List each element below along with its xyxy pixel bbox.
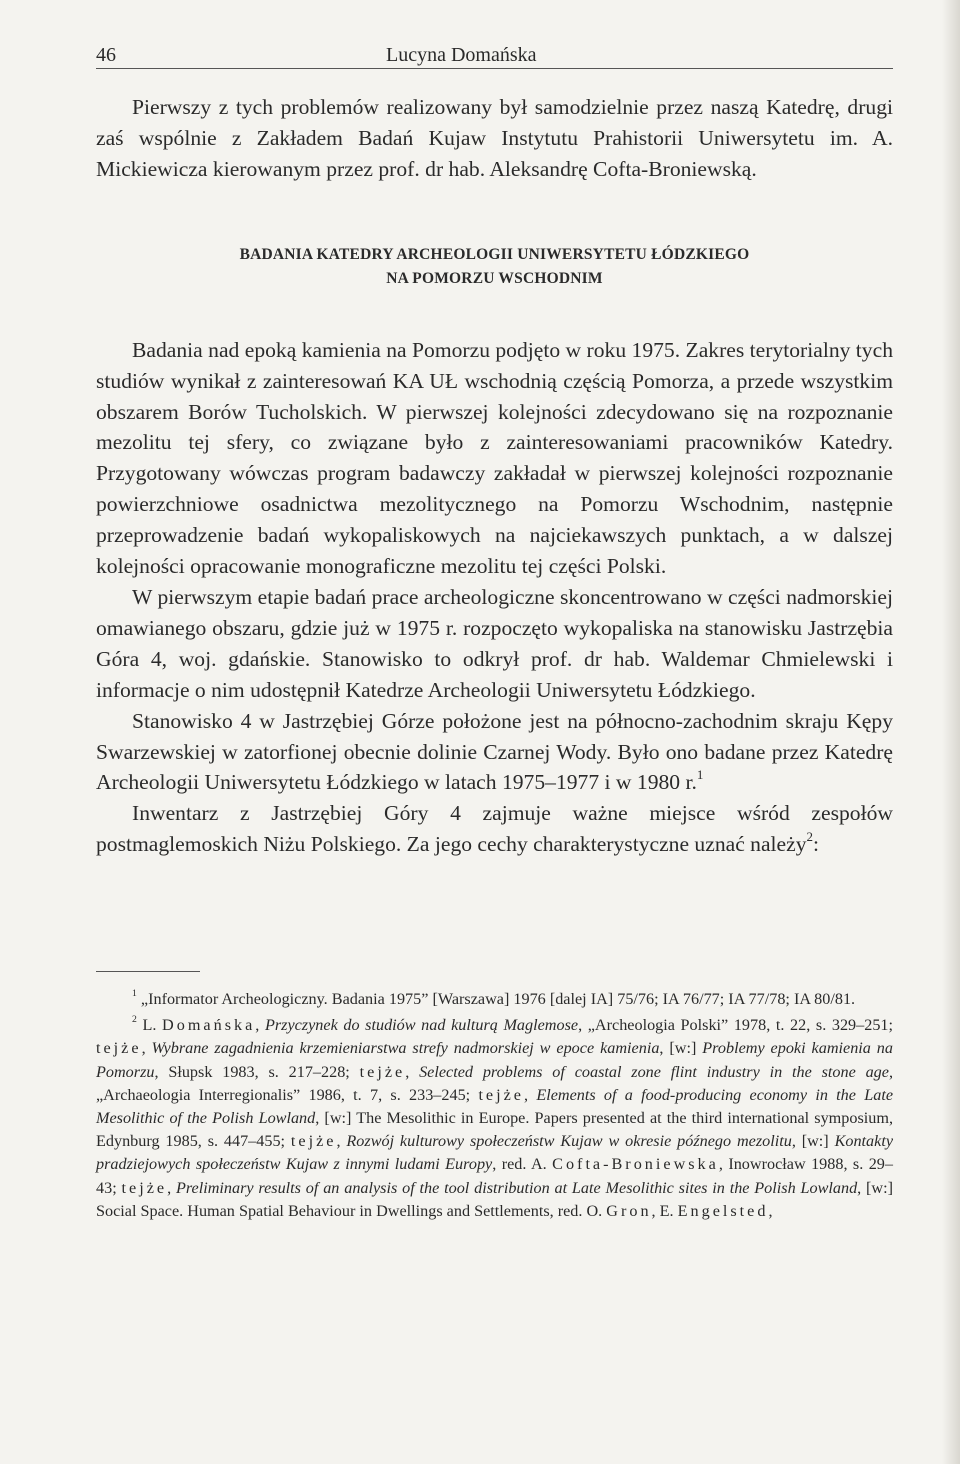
fn2-title-1: Przyczynek do studiów nad kulturą Maglemose bbox=[264, 1016, 579, 1035]
fn2-editor: Cofta-Broniewska bbox=[552, 1155, 719, 1174]
fn2-text-2: , bbox=[141, 1039, 152, 1058]
paragraph-4-text: Inwentarz z Jastrzębiej Góry 4 zajmuje ważne miejsce wśród zespołów postmaglemoskich Niżu Polskiego. Za jego cechy charakterystyczne uznać należy bbox=[96, 801, 893, 857]
paragraph-1: Badania nad epoką kamienia na Pomorzu podjęto w roku 1975. Zakres terytorialny tych studiów wynikał z zainteresowań KA UŁ wschodnią częścią Pomorza, a przede wszystkim obszarem Borów Tucholskich. W pierwszej kolejności zdecydowano się na rozpoznanie mezolitu tej sfery, co związane było z zainteresowaniami pracowników Katedry. Przygotowany wówczas program badawczy zakładał w pierwszej kolejności rozpoznanie powierzchniowe osadnictwa mezolitycznego na Pomorzu Wschodnim, następnie przeprowadzenie badań wykopaliskowych na najciekawszych punktach, a w dalszej kolejności opracowanie monograficzne mezolitu tej części Polski. bbox=[96, 337, 893, 579]
paragraph-2: W pierwszym etapie badań prace archeologiczne skoncentrowano w części nadmorskiej omawianego obszaru, gdzie już w 1975 r. rozpoczęto wykopaliska na stanowisku Jastrzębia Góra 4, woj. gdańskie. Stanowisko to odkrył prof. dr hab. Waldemar Chmielewski i informacje o nim udostępnił Katedrze Archeologii Uniwersytetu Łódzkiego. bbox=[96, 584, 893, 702]
section-heading-line-2: NA POMORZU WSCHODNIM bbox=[386, 269, 603, 287]
paragraph-3-text: Stanowisko 4 w Jastrzębiej Górze położone jest na północno-zachodnim skraju Kępy Swarzewskiej w zatorfionej obecnie dolinie Czarnej Wody. Było ono badane przez Katedrę Archeologii Uniwersytetu Łódzkiego w latach 1975–1977 i w 1980 r. bbox=[96, 708, 893, 795]
main-text bbox=[96, 92, 893, 860]
fn2-editor-2: Gron bbox=[606, 1201, 652, 1220]
footnote-2: $^2$ L. Domańska, Przyczynek do studiów nad kulturą Maglemose, „Archeologia Polski” 1978, t. 22, s. 329–251; tejże, Wybrane zagadnienia krzemieniarstwa strefy nadmorskiej w epoce kamienia, [w:] Problemy epoki kamienia na Pomorzu, Słupsk 1983, s. 217–228; tejże, Selected problems of coastal zone flint industry in the stone age, „Archaeologia Interregionalis” 1986, t. 7, s. 233–245; tejże, Elements of a food-producing economy in the Late Mesolithic of the Polish Lowland, [w:] The Mesolithic in Europe. Papers presented at the third international symposium, Edynburg 1985, s. 447–455; tejże, Rozwój kulturowy społeczeństw Kujaw w okresie późnego mezolitu, [w:] Kontakty pradziejowych społeczeństw Kujaw z innymi ludami Europy, red. A. Cofta-Broniewska, Inowrocław 1988, s. 29–43; tejże, Preliminary results of an analysis of the tool distribution at Late Mesolithic sites in the Polish Lowland, [w:] Social Space. Human Spatial Behaviour in Dwellings and Settlements, red. O. Gron, E. Engelsted, bbox=[96, 1013, 894, 1220]
fn2-title-2: Wybrane zagadnienia krzemieniarstwa strefy nadmorskiej w epoce kamienia bbox=[151, 1039, 660, 1058]
fn2-text-12: , bbox=[768, 1201, 773, 1220]
page-number: 46 bbox=[96, 44, 116, 66]
fn2-text-10: , [w:] Social Space. Human Spatial Behaviour in Dwellings and Settlements, red. O. bbox=[96, 1178, 894, 1220]
fn2-author-initial: L. bbox=[142, 1016, 157, 1035]
running-title: Lucyna Domańska bbox=[386, 44, 537, 66]
fn2-tejze-4: tejże bbox=[290, 1132, 337, 1151]
footnote-ref-2[interactable]: 2 bbox=[806, 829, 814, 845]
footnote-divider bbox=[96, 971, 200, 972]
footnote-1 bbox=[96, 988, 893, 1011]
section-heading bbox=[96, 243, 893, 291]
footnote-2-mark: 2 bbox=[132, 1013, 137, 1025]
fn2-title-8: Preliminary results of an analysis of the tool distribution at Late Mesolithic sites in the Polish Lowland bbox=[175, 1178, 858, 1197]
section-heading-line-1: BADANIA KATEDRY ARCHEOLOGII UNIWERSYTETU ŁÓDZKIEGO bbox=[239, 245, 750, 263]
fn2-title-6: Rozwój kulturowy społeczeństw Kujaw w okresie późnego mezolitu bbox=[346, 1132, 792, 1151]
paragraph-3 bbox=[96, 706, 893, 799]
fn2-title-4: Selected problems of coastal zone flint industry in the stone age bbox=[419, 1062, 889, 1081]
fn2-editor-3: Engelsted bbox=[677, 1201, 769, 1220]
fn2-text-6: , [w:] The Mesolithic in Europe. Papers presented at the third international symposium, Edynburg 1985, s. 447–455; bbox=[96, 1109, 893, 1151]
fn2-title-7: Kontakty pradziejowych społeczeństw Kujaw z innymi ludami Europy bbox=[96, 1132, 894, 1174]
fn2-text-11: , E. bbox=[651, 1201, 678, 1220]
fn2-text-1: , „Archeologia Polski” 1978, t. 22, s. 329–251; bbox=[578, 1016, 894, 1035]
fn2-tejze-2: tejże bbox=[359, 1062, 406, 1081]
fn2-author: Domańska bbox=[162, 1016, 256, 1035]
fn2-text-8: , red. A. bbox=[492, 1155, 553, 1174]
page-header bbox=[96, 38, 893, 69]
fn2-text-9: , Inowrocław 1988, s. 29–43; bbox=[96, 1155, 893, 1197]
footnotes bbox=[96, 988, 893, 1226]
paragraph-4 bbox=[96, 798, 893, 860]
fn2-text-7: , [w:] bbox=[791, 1132, 835, 1151]
fn2-tejze-3: tejże bbox=[478, 1085, 524, 1104]
fn2-tejze-5: tejże bbox=[121, 1178, 168, 1197]
fn2-tejze-1: tejże bbox=[96, 1039, 142, 1058]
footnote-ref-1[interactable]: 1 bbox=[696, 767, 704, 783]
intro-paragraph: Pierwszy z tych problemów realizowany był samodzielnie przez naszą Katedrę, drugi zaś wspólnie z Zakładem Badań Kujaw Instytutu Prahistorii Uniwersytetu im. A. Mickiewicza kierowanym przez prof. dr hab. Aleksandrę Cofta-Broniewską. bbox=[96, 95, 893, 181]
fn2-text-4: , Słupsk 1983, s. 217–228; bbox=[154, 1062, 360, 1081]
fn2-title-3: Problemy epoki kamienia na Pomorzu bbox=[96, 1039, 893, 1081]
paragraph-4-tail: : bbox=[813, 832, 820, 857]
footnote-1-text: „Informator Archeologiczny. Badania 1975” [Warszawa] 1976 [dalej IA] 75/76; IA 76/77; IA 77/78; IA 80/81. bbox=[140, 990, 856, 1008]
page-edge-shadow bbox=[942, 0, 960, 1464]
fn2-text-3: , [w:] bbox=[659, 1039, 703, 1058]
fn2-text-5: , „Archaeologia Interregionalis” 1986, t. 7, s. 233–245; bbox=[96, 1062, 893, 1104]
fn2-title-5: Elements of a food-producing economy in the Late Mesolithic of the Polish Lowland bbox=[96, 1085, 894, 1128]
footnote-1-mark: 1 bbox=[132, 987, 137, 999]
